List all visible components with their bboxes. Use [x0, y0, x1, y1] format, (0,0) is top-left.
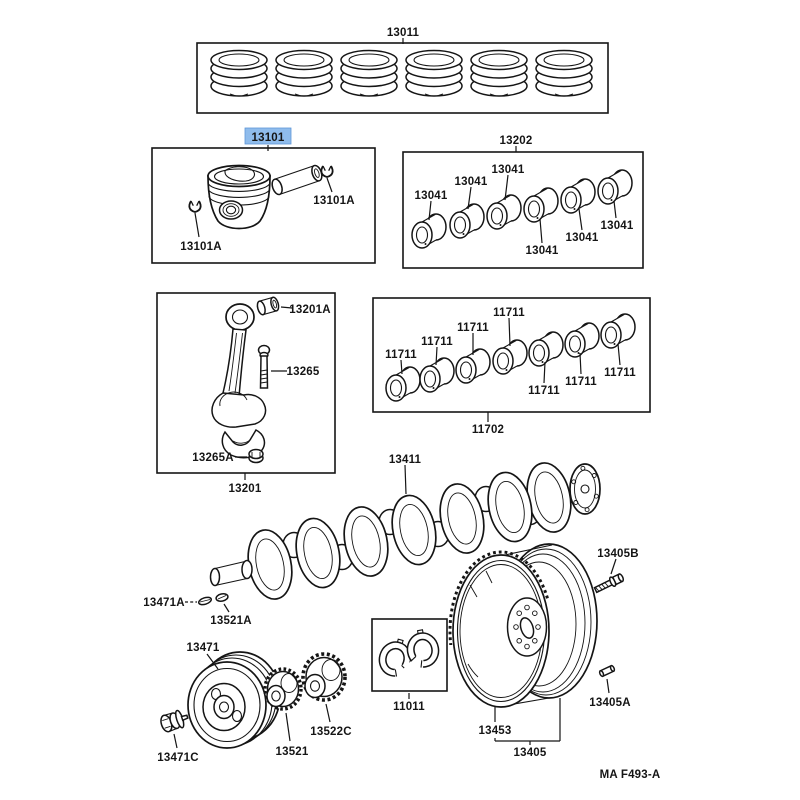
piston-ring-set: [536, 51, 592, 97]
rod-bearing-drawing: [487, 195, 521, 229]
rod-bearing-drawing: [450, 204, 484, 238]
part-label-13041-8[interactable]: 13041: [525, 245, 559, 257]
part-label-13411-23[interactable]: 13411: [388, 454, 422, 466]
flywheel-hub: [508, 598, 547, 656]
rod-bushing-drawing: [256, 296, 280, 315]
piston-ring-set: [406, 51, 462, 97]
part-label-13471-27[interactable]: 13471: [186, 642, 220, 654]
piston-ring-box: [197, 38, 608, 113]
crank-washer-drawing: [215, 593, 228, 603]
connecting-rod-box: [157, 293, 335, 480]
rod-bearing-drawing: [598, 170, 632, 204]
piston-pin-drawing: [270, 164, 323, 196]
part-label-13471C-28[interactable]: 13471C: [157, 752, 199, 764]
part-label-13041-7[interactable]: 13041: [491, 164, 525, 176]
rod-bearing-drawing: [561, 179, 595, 213]
pulley-drawing: [188, 652, 280, 748]
part-label-11702-22[interactable]: 11702: [471, 424, 505, 436]
part-label-13453-32[interactable]: 13453: [478, 725, 512, 737]
drawing-code-label: MA F493-A: [599, 769, 661, 781]
piston-drawing: [208, 166, 270, 229]
snap-ring-drawing: [189, 201, 200, 212]
connecting-rod-drawing: [212, 304, 266, 458]
rod-bolt-drawing: [259, 346, 270, 389]
part-label-11711-20[interactable]: 11711: [565, 376, 597, 388]
part-label-13405A-34[interactable]: 13405A: [589, 697, 631, 709]
timing-gear-large-drawing: [303, 654, 345, 722]
part-label-13522C-30[interactable]: 13522C: [310, 726, 352, 738]
dowel-pin-drawing: [599, 665, 615, 677]
thrust-washer-box: [372, 619, 447, 699]
part-label-13521A-26[interactable]: 13521A: [210, 615, 252, 627]
crank-snout: [211, 561, 253, 586]
part-label-13405B-24[interactable]: 13405B: [597, 548, 639, 560]
part-label-11711-15[interactable]: 11711: [385, 349, 417, 361]
part-label-11711-21[interactable]: 11711: [604, 367, 636, 379]
part-label-13011-0[interactable]: 13011: [386, 27, 420, 39]
part-label-13101A-3[interactable]: 13101A: [180, 241, 222, 253]
flywheel-bolt-drawing: [593, 572, 624, 594]
flywheel-drawing: [450, 544, 597, 745]
pulley-bolt-drawing: [159, 708, 190, 733]
part-label-13201-14[interactable]: 13201: [228, 483, 262, 495]
main-bearing-drawing: [565, 323, 599, 357]
part-label-13405-33[interactable]: 13405: [513, 747, 547, 759]
main-bearing-drawing: [386, 367, 420, 401]
part-label-13041-9[interactable]: 13041: [565, 232, 599, 244]
crank-rear-flange: [570, 464, 600, 514]
part-label-13041-10[interactable]: 13041: [600, 220, 634, 232]
rod-bearing-drawing: [524, 188, 558, 222]
main-bearing-drawing: [529, 332, 563, 366]
timing-gear-small-drawing: [265, 669, 301, 741]
crank-key-drawing: [198, 596, 212, 606]
part-label-13202-4[interactable]: 13202: [499, 135, 533, 147]
part-label-11711-18[interactable]: 11711: [493, 307, 525, 319]
piston-ring-set: [341, 51, 397, 97]
snap-ring-drawing: [321, 166, 332, 177]
part-label-13471A-25[interactable]: 13471A: [143, 597, 185, 609]
piston-ring-set: [471, 51, 527, 97]
part-label-13201A-11[interactable]: 13201A: [289, 304, 331, 316]
part-label-11711-16[interactable]: 11711: [421, 336, 453, 348]
piston-ring-set: [276, 51, 332, 97]
part-label-13041-6[interactable]: 13041: [454, 176, 488, 188]
rod-nut-drawing: [249, 450, 263, 463]
main-bearing-drawing: [420, 358, 454, 392]
part-label-13101A-2[interactable]: 13101A: [313, 195, 355, 207]
part-label-13041-5[interactable]: 13041: [414, 190, 448, 202]
part-label-13521-29[interactable]: 13521: [275, 746, 309, 758]
piston-ring-set: [211, 51, 267, 97]
main-bearing-drawing: [601, 314, 635, 348]
part-label-11711-17[interactable]: 11711: [457, 322, 489, 334]
part-label-11011-31[interactable]: 11011: [393, 701, 425, 713]
part-label-11711-19[interactable]: 11711: [528, 385, 560, 397]
part-label-13265-12[interactable]: 13265: [286, 366, 320, 378]
part-label-13101-1[interactable]: 13101: [251, 132, 285, 144]
part-label-13265A-13[interactable]: 13265A: [192, 452, 234, 464]
